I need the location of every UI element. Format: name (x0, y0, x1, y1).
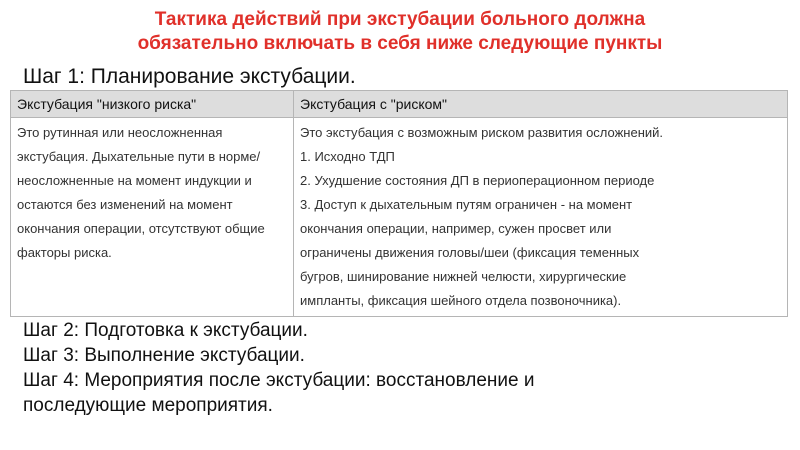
risk-line: ограничены движения головы/шеи (фиксация теменных (300, 245, 640, 260)
step-1-heading: Шаг 1: Планирование экстубации. (23, 65, 356, 88)
column-header-low-risk: Экстубация "низкого риска" (11, 91, 294, 118)
slide-title (40, 8, 760, 56)
slide-title-line-2: обязательно включать в себя ниже следующие пункты (137, 33, 663, 54)
risk-line: окончания операции, например, сужен просвет или (300, 221, 612, 236)
risk-line: 2. Ухудшение состояния ДП в периоперационном периоде (300, 173, 655, 188)
risk-line: импланты, фиксация шейного отдела позвоночника). (300, 293, 622, 308)
step-3: Шаг 3: Выполнение экстубации. (23, 345, 305, 366)
risk-line: 1. Исходно ТДП (300, 149, 395, 164)
low-risk-description: Это рутинная или неосложненная экстубация. Дыхательные пути в норме/неосложненные на момент индукции и остаются без изменений на момент окончания операции, отсутствуют общие факторы риска. (11, 118, 294, 317)
risk-line: бугров, шинирование нижней челюсти, хирургические (300, 269, 627, 284)
step-2: Шаг 2: Подготовка к экстубации. (23, 320, 308, 341)
table-row (11, 118, 788, 317)
risk-line: 3. Доступ к дыхательным путям ограничен - на момент (300, 197, 633, 212)
slide-title-line-1: Тактика действий при экстубации больного должна (154, 9, 646, 30)
column-header-with-risk: Экстубация с "риском" (294, 91, 788, 118)
steps-list (23, 318, 534, 418)
risk-description (294, 118, 788, 317)
table-header-row (11, 91, 788, 118)
risk-line: Это экстубация с возможным риском развития осложнений. (300, 125, 664, 140)
step-4-continuation: последующие мероприятия. (23, 395, 273, 416)
step-4: Шаг 4: Мероприятия после экстубации: восстановление и (23, 370, 535, 391)
extubation-risk-table (10, 90, 788, 317)
